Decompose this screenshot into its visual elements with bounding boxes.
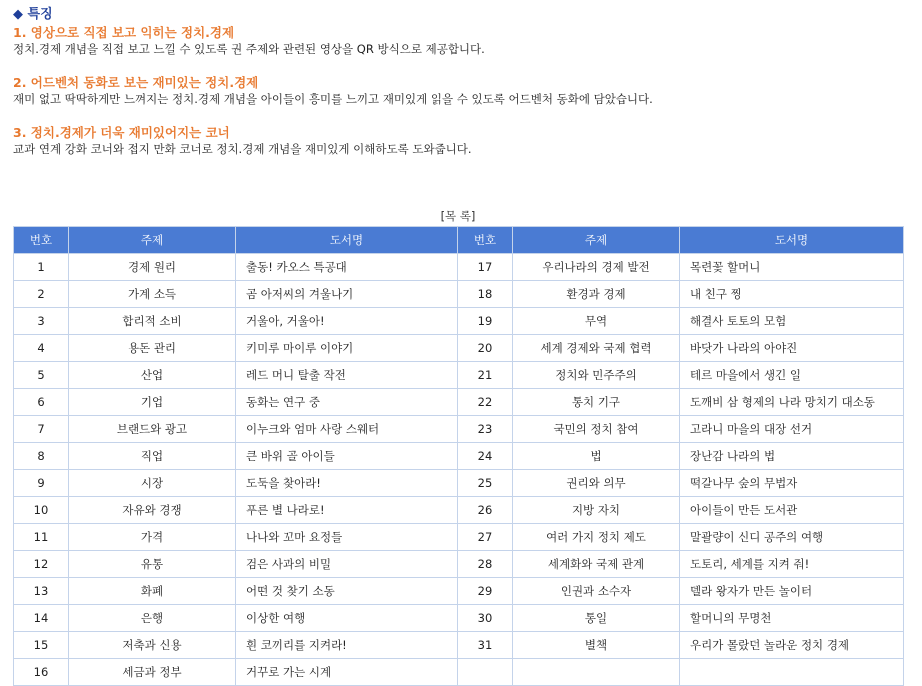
book-subject: 경제 원리 — [69, 254, 236, 281]
book-subject: 가계 소득 — [69, 281, 236, 308]
book-subject: 우리나라의 경제 발전 — [513, 254, 680, 281]
book-subject: 화폐 — [69, 578, 236, 605]
book-title: 고라니 마을의 대장 선거 — [680, 416, 904, 443]
book-title: 할머니의 무명천 — [680, 605, 904, 632]
feature-item — [13, 124, 913, 158]
book-title: 이누크와 엄마 사랑 스웨터 — [236, 416, 458, 443]
table-row — [14, 578, 904, 605]
book-number — [458, 659, 513, 686]
book-number: 21 — [458, 362, 513, 389]
feature-heading: 3. 정치.경제가 더욱 재미있어지는 코너 — [13, 125, 230, 140]
book-title: 우리가 몰랐던 놀라운 정치 경제 — [680, 632, 904, 659]
header-subject: 주제 — [69, 227, 236, 254]
feature-description: 교과 연계 강화 코너와 접지 만화 코너로 정치.경제 개념을 재미있게 이해하도록 도와줍니다. — [13, 142, 472, 156]
book-subject: 통일 — [513, 605, 680, 632]
table-row — [14, 470, 904, 497]
book-title: 해결사 토토의 모험 — [680, 308, 904, 335]
table-row — [14, 335, 904, 362]
table-row — [14, 659, 904, 686]
book-number: 11 — [14, 524, 69, 551]
book-title: 거울아, 거울아! — [236, 308, 458, 335]
book-number: 14 — [14, 605, 69, 632]
book-subject: 인권과 소수자 — [513, 578, 680, 605]
features-title: ◆ 특징 — [13, 7, 53, 22]
table-row — [14, 605, 904, 632]
book-subject: 합리적 소비 — [69, 308, 236, 335]
header-subject: 주제 — [513, 227, 680, 254]
header-number: 번호 — [14, 227, 69, 254]
book-subject: 산업 — [69, 362, 236, 389]
book-title: 테르 마을에서 생긴 일 — [680, 362, 904, 389]
feature-item — [13, 74, 913, 108]
book-subject: 정치와 민주주의 — [513, 362, 680, 389]
book-number: 22 — [458, 389, 513, 416]
book-title: 거꾸로 가는 시계 — [236, 659, 458, 686]
book-number: 5 — [14, 362, 69, 389]
book-number: 10 — [14, 497, 69, 524]
book-number: 9 — [14, 470, 69, 497]
book-number: 6 — [14, 389, 69, 416]
book-number: 20 — [458, 335, 513, 362]
book-subject: 브랜드와 광고 — [69, 416, 236, 443]
book-subject: 지방 자치 — [513, 497, 680, 524]
book-number: 18 — [458, 281, 513, 308]
book-title: 흰 코끼리를 지켜라! — [236, 632, 458, 659]
book-title: 검은 사과의 비밀 — [236, 551, 458, 578]
book-title: 말괄량이 신디 공주의 여행 — [680, 524, 904, 551]
book-subject: 저축과 신용 — [69, 632, 236, 659]
book-subject: 권리와 의무 — [513, 470, 680, 497]
feature-description: 정치.경제 개념을 직접 보고 느낄 수 있도록 권 주제와 관련된 영상을 QR 방식으로 제공합니다. — [13, 42, 485, 56]
book-subject: 유통 — [69, 551, 236, 578]
book-title: 어떤 것 찾기 소동 — [236, 578, 458, 605]
book-number: 23 — [458, 416, 513, 443]
table-header-row — [14, 227, 904, 254]
book-title: 나나와 꼬마 요정들 — [236, 524, 458, 551]
book-number: 8 — [14, 443, 69, 470]
book-subject: 세계화와 국제 관계 — [513, 551, 680, 578]
table-row — [14, 443, 904, 470]
book-number: 15 — [14, 632, 69, 659]
book-number: 27 — [458, 524, 513, 551]
table-row — [14, 254, 904, 281]
book-title: 동화는 연구 중 — [236, 389, 458, 416]
book-title: 레드 머니 탈출 작전 — [236, 362, 458, 389]
book-title: 델라 왕자가 만든 놀이터 — [680, 578, 904, 605]
table-row — [14, 416, 904, 443]
book-title: 푸른 별 나라로! — [236, 497, 458, 524]
book-subject: 무역 — [513, 308, 680, 335]
features-section — [13, 6, 913, 174]
book-number: 24 — [458, 443, 513, 470]
toc-caption: [목 록] — [440, 209, 476, 223]
feature-item — [13, 24, 913, 58]
header-book-title: 도서명 — [680, 227, 904, 254]
book-number: 13 — [14, 578, 69, 605]
book-title: 장난감 나라의 법 — [680, 443, 904, 470]
book-title: 큰 바위 골 아이들 — [236, 443, 458, 470]
book-title: 바닷가 나라의 아야진 — [680, 335, 904, 362]
book-subject: 시장 — [69, 470, 236, 497]
book-subject: 세계 경제와 국제 협력 — [513, 335, 680, 362]
book-subject: 은행 — [69, 605, 236, 632]
book-subject: 직업 — [69, 443, 236, 470]
book-subject: 자유와 경쟁 — [69, 497, 236, 524]
book-subject: 세금과 정부 — [69, 659, 236, 686]
table-row — [14, 362, 904, 389]
book-number: 30 — [458, 605, 513, 632]
table-row — [14, 308, 904, 335]
book-subject: 환경과 경제 — [513, 281, 680, 308]
book-title: 이상한 여행 — [236, 605, 458, 632]
table-row — [14, 497, 904, 524]
book-subject: 법 — [513, 443, 680, 470]
book-number: 26 — [458, 497, 513, 524]
book-subject: 국민의 정치 참여 — [513, 416, 680, 443]
table-row — [14, 281, 904, 308]
book-number: 2 — [14, 281, 69, 308]
book-number: 31 — [458, 632, 513, 659]
book-subject: 통치 기구 — [513, 389, 680, 416]
book-number: 25 — [458, 470, 513, 497]
book-title: 도깨비 삼 형제의 나라 망치기 대소동 — [680, 389, 904, 416]
book-number: 4 — [14, 335, 69, 362]
book-title: 출동! 카오스 특공대 — [236, 254, 458, 281]
book-list-table — [13, 226, 904, 686]
book-number: 17 — [458, 254, 513, 281]
book-title: 내 친구 찡 — [680, 281, 904, 308]
book-number: 28 — [458, 551, 513, 578]
book-subject: 여러 가지 정치 제도 — [513, 524, 680, 551]
table-row — [14, 524, 904, 551]
header-book-title: 도서명 — [236, 227, 458, 254]
book-number: 7 — [14, 416, 69, 443]
book-subject — [513, 659, 680, 686]
book-title: 도둑을 찾아라! — [236, 470, 458, 497]
book-number: 3 — [14, 308, 69, 335]
feature-description: 재미 없고 딱딱하게만 느껴지는 정치.경제 개념을 아이들이 흥미를 느끼고 재미있게 읽을 수 있도록 어드벤처 동화에 담았습니다. — [13, 92, 653, 106]
table-row — [14, 389, 904, 416]
book-subject: 가격 — [69, 524, 236, 551]
book-title: 도토리, 세계를 지켜 줘! — [680, 551, 904, 578]
feature-heading: 1. 영상으로 직접 보고 익히는 정치.경제 — [13, 25, 235, 40]
feature-heading: 2. 어드벤처 동화로 보는 재미있는 정치.경제 — [13, 75, 259, 90]
table-row — [14, 551, 904, 578]
book-title: 키미루 마이루 이야기 — [236, 335, 458, 362]
table-row — [14, 632, 904, 659]
book-number: 16 — [14, 659, 69, 686]
book-subject: 용돈 관리 — [69, 335, 236, 362]
book-subject: 별책 — [513, 632, 680, 659]
book-number: 12 — [14, 551, 69, 578]
book-title: 아이들이 만든 도서관 — [680, 497, 904, 524]
book-subject: 기업 — [69, 389, 236, 416]
book-number: 29 — [458, 578, 513, 605]
book-title: 목련꽃 할머니 — [680, 254, 904, 281]
book-number: 1 — [14, 254, 69, 281]
header-number: 번호 — [458, 227, 513, 254]
book-title — [680, 659, 904, 686]
book-number: 19 — [458, 308, 513, 335]
book-title: 떡갈나무 숲의 무법자 — [680, 470, 904, 497]
book-title: 곰 아저씨의 겨울나기 — [236, 281, 458, 308]
table-body — [14, 254, 904, 686]
